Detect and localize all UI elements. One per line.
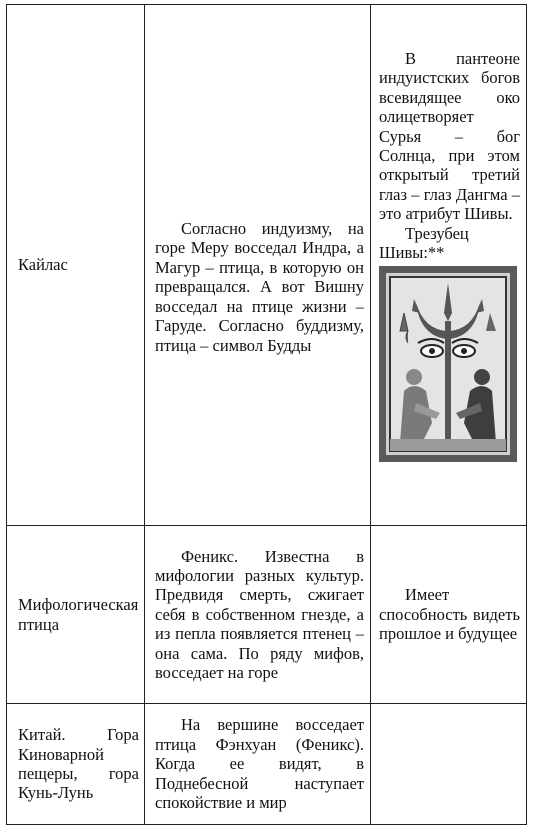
table-row [7,5,527,526]
cell-notes [371,5,527,526]
description-text: На вершине восседает птица Фэнхуан (Феникс). Когда ее видят, в Поднебесной наступает спокойствие и мир [155,715,364,813]
place-text: Мифологическая птица [18,595,139,634]
mythology-table [6,4,527,825]
cell-place [7,526,145,704]
cell-notes [371,704,527,825]
notes-text: Имеет способность видеть прошлое и будущее [379,585,520,644]
cell-notes [371,526,527,704]
table-row [7,526,527,704]
trident-painting-svg [386,273,510,455]
cell-place [7,5,145,526]
notes-text: В пантеоне индуистских богов всевидящее око олицетворяет Сурья – бог Солнца, при этом открытый третий глаз – глаз Дангма – это атрибут Шивы. [379,49,520,224]
description-text: Согласно индуизму, на горе Меру восседал Индра, а Магур – птица, в которую он превращался. А вот Вишну восседал на птице жизни – Гаруде. Согласно буддизму, птица – символ Будды [155,219,364,355]
cell-place [7,704,145,825]
table-row [7,704,527,825]
image-caption: Трезубец Шивы:** [379,223,469,263]
cell-description [145,526,371,704]
cell-description [145,5,371,526]
cell-description [145,704,371,825]
place-text: Кайлас [18,255,68,275]
place-text: Китай. Гора Киноварной пещеры, гора Кунь-Лунь [18,725,139,803]
description-text: Феникс. Известна в мифологии разных культур. Предвидя смерть, сжигает себя в собственном гнезде, а из пепла появляется птенец – она сама. По ряду мифов, восседает на горе [155,546,364,683]
trident-of-shiva-image [379,266,517,462]
